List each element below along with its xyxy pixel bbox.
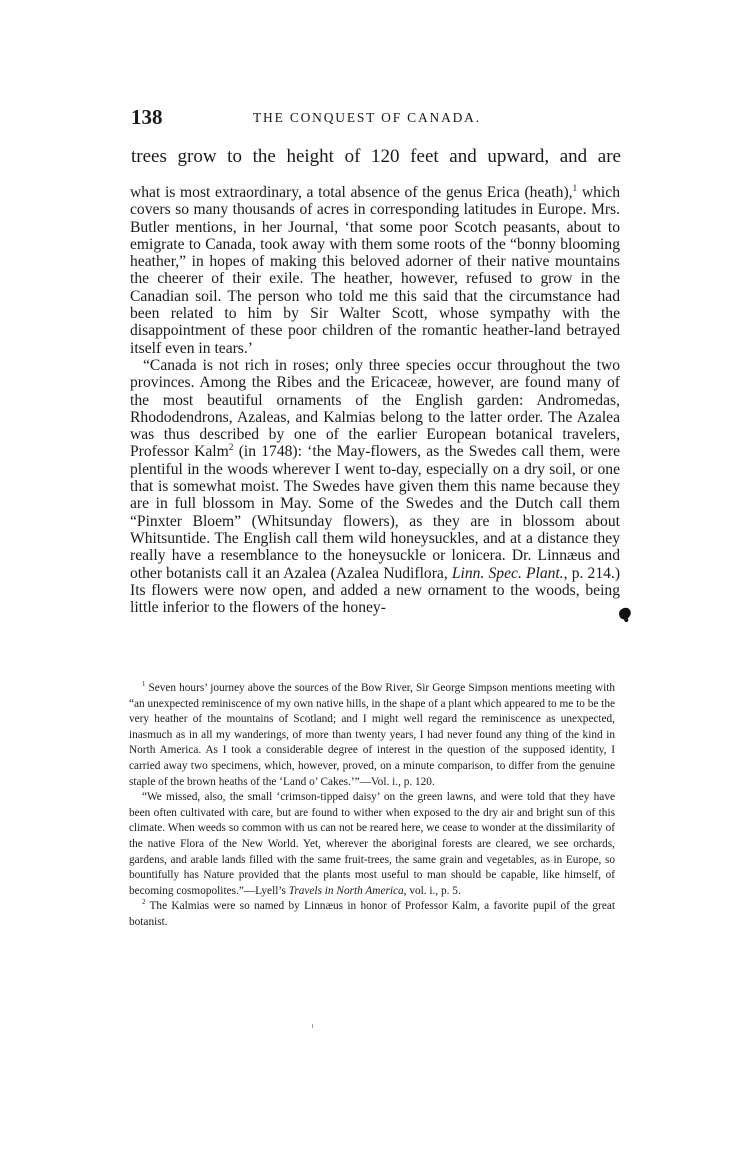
paragraph-roses (130, 357, 620, 616)
footnotes (129, 681, 615, 931)
body-text (130, 184, 620, 616)
footnote-marker: 2 (142, 899, 146, 907)
footnote-ref-2: 2 (228, 443, 234, 454)
footnote-text: The Kalmias were so named by Linnæus in honor of Professor Kalm, a favorite pupil of the great botanist. (129, 900, 615, 928)
footnote-italic: Travels in North America (288, 884, 404, 897)
page-number: 138 (131, 105, 163, 129)
footnote-text: Seven hours’ journey above the sources of the Bow River, Sir George Simpson mentions meeting with “an unexpected reminiscence of my own native hills, in the shape of a plant which appeared to me to be the very heather of the mountains of Scotland; and I might well regard the reminiscence as unexpected, inasmuch as in all my wanderings, of more than twenty years, I had never found any thing of the kind in North America. As I took a considerable degree of interest in the question of the supposed identity, I carried away two specimens, which, however, proved, on a minute comparison, to differ from the genuine staple of the brown heaths of the ‘Land o’ Cakes.’”—Vol. i., p. 120. (129, 682, 615, 788)
paragraph-text: “Canada is not rich in roses; only three species occur throughout the two provinces. Among the Ribes and the Ericaceæ, however, are found many of the most beautiful ornaments of the English garden: Andromedas, Rhododendrons, Azaleas, and Kalmias belong to the latter order. The Azalea was thus described by one of the earlier European botanical travelers, Professor Kalm (130, 356, 620, 461)
footnote-1 (129, 681, 615, 790)
paragraph-text: (in 1748): ‘the May-flowers, as the Swedes call them, were plentiful in the woods wherever I went to-day, especially on a dry soil, or one that is somewhat moist. The Swedes have given them this name because they are in full blossom in May. Some of the Swedes and the Dutch call them “Pinxter Bloem” (Whitsunday flowers), as they are in blossom about Whitsuntide. The English call them wild honeysuckles, and at a distance they really have a resemblance to the honeysuckle or lonicera. Dr. Linnæus and other botanists call it an Azalea (Azalea Nudiflora, (130, 443, 620, 582)
footnote-2 (129, 899, 615, 930)
citation-italic: Linn. Spec. Plant. (451, 564, 564, 582)
footnote-text: , vol. i., p. 5. (403, 884, 461, 897)
footnote-marker: 1 (142, 681, 146, 689)
footnote-ref-1: 1 (572, 183, 578, 194)
footnote-text: “We missed, also, the small ‘crimson-tipped daisy’ on the green lawns, and were told that they have been often cultivated with care, but are found to wither when exposed to the dry air and bright sun of this climate. When weeds so common with us can not be reared here, we cease to wonder at the dissimilarity of the native Flora of the New World. Yet, wherever the aboriginal forests are cleared, we see orchards, gardens, and arable lands filled with the same fruit-trees, the same grain and vegetables, as in Europe, so bountifully has Nature provided that the plants most useful to man should be capable, like himself, of becoming cosmopolites.”—Lyell’s (129, 791, 615, 897)
running-head: THE CONQUEST OF CANADA. (253, 110, 481, 125)
paragraph-text: what is most extraordinary, a total absence of the genus Erica (heath), (130, 184, 573, 201)
paragraph-text: , p. 214.) Its flowers were now open, and added a new ornament to the woods, being little inferior to the flowers of the honey- (130, 564, 621, 617)
scan-mark (312, 1024, 313, 1028)
footnote-1-continued (129, 790, 615, 899)
paragraph-heather (130, 184, 620, 357)
paragraph-text: which covers so many thousands of acres in corresponding latitudes in Europe. Mrs. Butler mentions, in her Journal, ‘that some poor Scotch peasants, about to emigrate to Canada, took away with them some roots of the “bonny blooming heather,” in hopes of making this beloved adorner of their native mountains the cheerer of their exile. The heather, however, refused to grow in the Canadian soil. The person who told me this said that the circumstance had been related to him by Sir Walter Scott, whose sympathy with the disappointment of these poor children of the romantic heather-land betrayed itself even in tears.’ (130, 184, 620, 357)
overflow-line: trees grow to the height of 120 feet and upward, and are (131, 146, 621, 167)
page-header (131, 105, 621, 131)
